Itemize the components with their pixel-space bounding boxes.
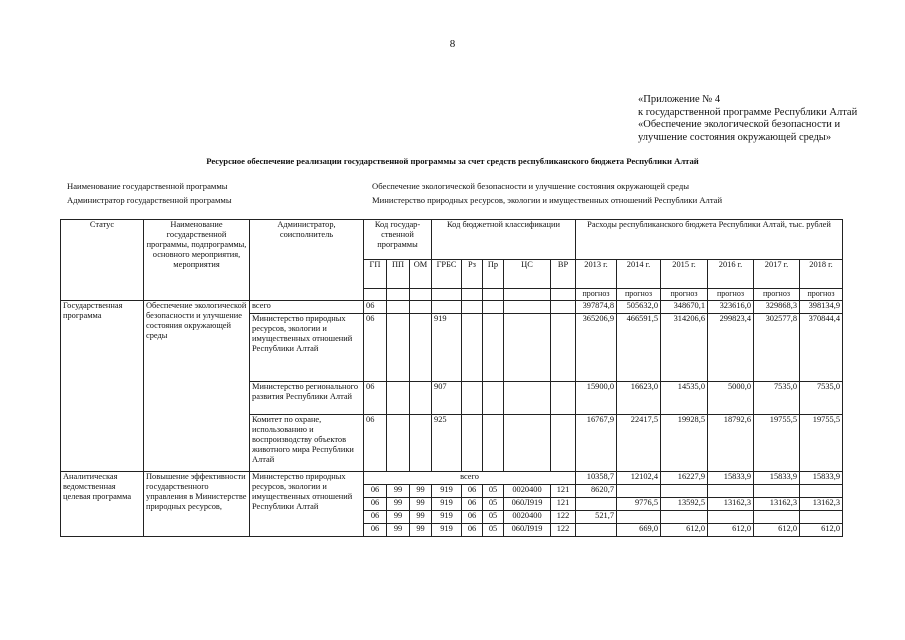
cell-value <box>576 498 617 511</box>
cell-value: 314206,6 <box>661 314 708 382</box>
cell-value <box>661 485 708 498</box>
annex-line: «Обеспечение экологической безопасности и <box>638 119 841 130</box>
header-year: 2013 г. <box>576 260 617 289</box>
cell-code: 122 <box>551 524 576 537</box>
analytic-admin: Министерство природных ресурсов, экологии и имущественных отношений Республики Алтай <box>250 472 364 537</box>
cell-code: 99 <box>410 485 432 498</box>
cell-code: 122 <box>551 511 576 524</box>
cell-value: 329868,3 <box>754 301 800 314</box>
cell-value: 12102,4 <box>617 472 661 485</box>
cell-value <box>617 511 661 524</box>
header-forecast: прогноз <box>754 289 800 301</box>
cell-value: 19928,5 <box>661 415 708 472</box>
annex-line: к государственной программе Республики Алтай <box>638 106 858 118</box>
cell-code: 060Л919 <box>504 498 551 511</box>
cell-code: 99 <box>410 498 432 511</box>
program-status: Государственная программа <box>61 301 144 472</box>
header-pp: ПП <box>387 260 410 289</box>
cell-code: 99 <box>387 498 410 511</box>
header-grbs: ГРБС <box>432 260 462 289</box>
cell-value: 10358,7 <box>576 472 617 485</box>
cell-code: 05 <box>483 485 504 498</box>
cell-value <box>617 485 661 498</box>
program-label: Наименование государственной программы <box>67 181 228 191</box>
cell-value: 9776,5 <box>617 498 661 511</box>
cell-value: 22417,5 <box>617 415 661 472</box>
row-admin: всего <box>250 301 364 314</box>
cell-value: 370844,4 <box>800 314 843 382</box>
table-row <box>61 472 843 485</box>
cell-value: 19755,5 <box>754 415 800 472</box>
table-row <box>61 301 843 314</box>
cell-code: 05 <box>483 524 504 537</box>
cell-code: 919 <box>432 511 462 524</box>
cell-gp: 06 <box>364 314 387 382</box>
cell-value: 7535,0 <box>800 382 843 415</box>
cell-value <box>800 485 843 498</box>
cell-code: 919 <box>432 485 462 498</box>
header-year: 2014 г. <box>617 260 661 289</box>
cell-value: 398134,9 <box>800 301 843 314</box>
cell-code: 99 <box>387 485 410 498</box>
row-admin: Комитет по охране, использованию и воспроизводству объектов животного мира Республики Алтай <box>250 415 364 472</box>
analytic-status: Аналитическая ведомственная целевая программа <box>61 472 144 537</box>
cell-code: 121 <box>551 485 576 498</box>
header-rz: Рз <box>462 260 483 289</box>
cell-code: 919 <box>432 524 462 537</box>
header-vr: ВР <box>551 260 576 289</box>
header-admin: Администратор, соисполнитель <box>250 220 364 301</box>
cell-code: 99 <box>387 511 410 524</box>
cell-code: 99 <box>410 524 432 537</box>
cell-value: 299823,4 <box>708 314 754 382</box>
cell-value: 397874,8 <box>576 301 617 314</box>
cell-value <box>800 511 843 524</box>
document-title: Ресурсное обеспечение реализации государственной программы за счет средств республиканского бюджета Республики Алтай <box>206 156 699 166</box>
header-gp: ГП <box>364 260 387 289</box>
cell-code: 06 <box>364 511 387 524</box>
cell-gp: 06 <box>364 382 387 415</box>
header-code-program: Код государ-ственной программы <box>364 220 432 260</box>
header-forecast: прогноз <box>576 289 617 301</box>
header-cs: ЦС <box>504 260 551 289</box>
cell-gp: 06 <box>364 301 387 314</box>
cell-value: 7535,0 <box>754 382 800 415</box>
annex-line: улучшение состояния окружающей среды» <box>638 131 832 143</box>
cell-value: 612,0 <box>800 524 843 537</box>
cell-value: 13162,3 <box>708 498 754 511</box>
header-forecast: прогноз <box>617 289 661 301</box>
cell-grbs: 925 <box>432 415 462 472</box>
cell-code: 06 <box>364 498 387 511</box>
cell-value: 5000,0 <box>708 382 754 415</box>
analytic-name: Повышение эффективности государственного управления в Министерстве природных ресурсов, <box>144 472 250 537</box>
header-om: ОМ <box>410 260 432 289</box>
cell-grbs: 919 <box>432 314 462 382</box>
cell-value: 8620,7 <box>576 485 617 498</box>
cell-value: 505632,0 <box>617 301 661 314</box>
cell-value: 323616,0 <box>708 301 754 314</box>
cell-code: 919 <box>432 498 462 511</box>
cell-code: 05 <box>483 511 504 524</box>
page-number: 8 <box>449 38 456 50</box>
cell-code: 99 <box>410 511 432 524</box>
program-name: Обеспечение экологической безопасности и улучшение состояния окружающей среды <box>144 301 250 472</box>
cell-value <box>576 524 617 537</box>
cell-value <box>754 485 800 498</box>
cell-code: 06 <box>462 498 483 511</box>
annex-line: «Приложение № 4 <box>638 94 721 105</box>
cell-value: 18792,6 <box>708 415 754 472</box>
cell-value <box>661 511 708 524</box>
program-value: Обеспечение экологической безопасности и улучшение состояния окружающей среды <box>372 181 690 191</box>
cell-value: 669,0 <box>617 524 661 537</box>
cell-value: 16227,9 <box>661 472 708 485</box>
annex-block <box>638 94 857 144</box>
cell-value <box>708 511 754 524</box>
cell-value: 466591,5 <box>617 314 661 382</box>
header-forecast: прогноз <box>661 289 708 301</box>
cell-code: 0020400 <box>504 511 551 524</box>
header-year: 2017 г. <box>754 260 800 289</box>
analytic-total-label: всего <box>364 472 576 485</box>
cell-code: 99 <box>387 524 410 537</box>
cell-value: 14535,0 <box>661 382 708 415</box>
cell-gp: 06 <box>364 415 387 472</box>
cell-value: 612,0 <box>754 524 800 537</box>
header-forecast: прогноз <box>800 289 843 301</box>
cell-value: 16767,9 <box>576 415 617 472</box>
cell-grbs: 907 <box>432 382 462 415</box>
header-pr: Пр <box>483 260 504 289</box>
cell-code: 0020400 <box>504 485 551 498</box>
cell-code: 05 <box>483 498 504 511</box>
cell-value: 302577,8 <box>754 314 800 382</box>
admin-value: Министерство природных ресурсов, экологии и имущественных отношений Республики Алтай <box>372 195 723 205</box>
header-forecast: прогноз <box>708 289 754 301</box>
cell-code: 06 <box>462 524 483 537</box>
header-status: Статус <box>61 220 144 301</box>
cell-grbs <box>432 301 462 314</box>
cell-value: 521,7 <box>576 511 617 524</box>
cell-code: 06 <box>364 485 387 498</box>
cell-value: 15833,9 <box>754 472 800 485</box>
cell-value <box>708 485 754 498</box>
cell-code: 06 <box>462 485 483 498</box>
cell-value: 348670,1 <box>661 301 708 314</box>
header-code-budget: Код бюджетной классификации <box>432 220 576 260</box>
cell-value: 612,0 <box>708 524 754 537</box>
cell-value: 15900,0 <box>576 382 617 415</box>
cell-code: 121 <box>551 498 576 511</box>
cell-value: 365206,9 <box>576 314 617 382</box>
header-name: Наименование государственной программы, подпрограммы, основного мероприятия, мероприятия <box>144 220 250 301</box>
cell-value: 13162,3 <box>754 498 800 511</box>
header-expenses: Расходы республиканского бюджета Республики Алтай, тыс. рублей <box>576 220 843 260</box>
header-year: 2015 г. <box>661 260 708 289</box>
resource-table <box>60 219 843 537</box>
cell-code: 06 <box>462 511 483 524</box>
cell-value: 15833,9 <box>800 472 843 485</box>
row-admin: Министерство природных ресурсов, экологии и имущественных отношений Республики Алтай <box>250 314 364 382</box>
cell-value: 16623,0 <box>617 382 661 415</box>
cell-value: 19755,5 <box>800 415 843 472</box>
cell-value <box>754 511 800 524</box>
header-year: 2016 г. <box>708 260 754 289</box>
cell-code: 060Л919 <box>504 524 551 537</box>
cell-value: 15833,9 <box>708 472 754 485</box>
cell-code: 06 <box>364 524 387 537</box>
cell-value: 612,0 <box>661 524 708 537</box>
admin-label: Администратор государственной программы <box>67 195 232 205</box>
cell-value: 13162,3 <box>800 498 843 511</box>
row-admin: Министерство регионального развития Республики Алтай <box>250 382 364 415</box>
cell-value: 13592,5 <box>661 498 708 511</box>
header-year: 2018 г. <box>800 260 843 289</box>
